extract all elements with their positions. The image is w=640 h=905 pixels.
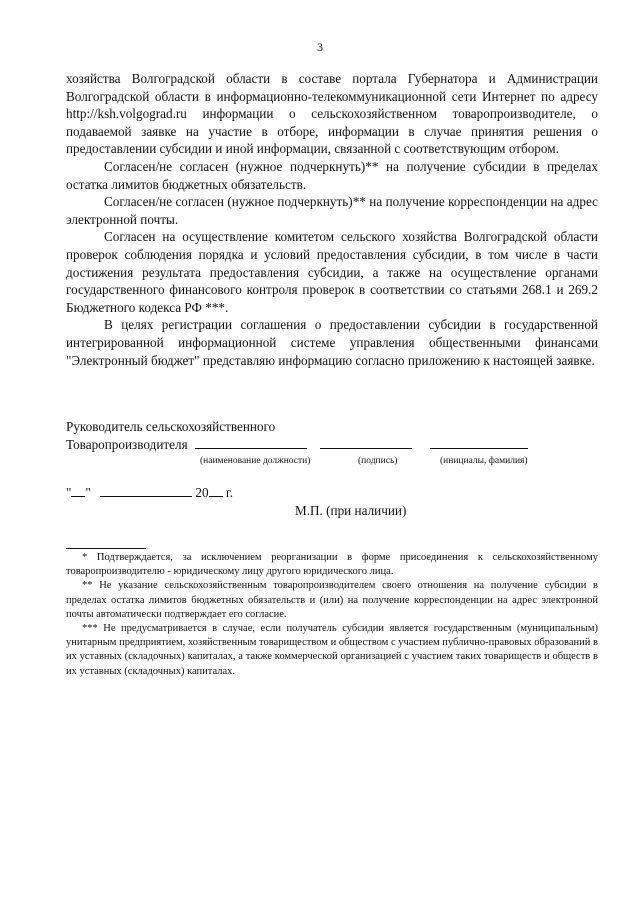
signature-blank-line [320,436,412,449]
footnotes [66,551,598,679]
footnote-3: *** Не предусматривается в случае, если получатель субсидии является государственным (муниципальным) унитарным предприятием, хозяйственным товариществом и обществом с участием публично-правовых образований в их уставных (складочных) капиталах, а также коммерческой организацией с участием таких товариществ и обществ в их уставных (складочных) капиталах. [66,623,598,677]
paragraph-registration: В целях регистрации соглашения о предоставлении субсидии в государственной интегрированной информационной системе управления общественными финансами "Электронный бюджет" представляю информацию согласно приложению к настоящей заявке. [66,317,598,368]
signature-title-line2-text: Товаропроизводителя [66,436,188,452]
caption-name: (инициалы, фамилия) [440,456,528,466]
date-quote-close: " [85,485,91,500]
caption-signature: (подпись) [358,456,398,466]
footnote-1: * Подтверждается, за исключением реорганизации в форме присоединения к сельскохозяйственному товаропроизводителю - юридическому лицу другого юридического лица. [66,552,598,578]
day-blank-line [71,484,85,497]
year-blank-line [209,484,223,497]
date-row [66,484,233,501]
signature-title-line2 [66,436,606,454]
year-prefix: 20 [195,485,209,500]
paragraph-consent-inspections: Согласен на осуществление комитетом сельского хозяйства Волгоградской области проверок соблюдения порядка и условий предоставления субсидии, в том числе в части достижения результата предоставления субсидии, а также на осуществление органами государственного финансового контроля проверок в соответствии со статьями 268.1 и 269.2 Бюджетного кодекса РФ ***. [66,229,598,315]
month-blank-line [100,484,192,497]
caption-position: (наименование должности) [200,456,311,466]
year-suffix: г. [225,485,234,500]
paragraph-consent-publication: хозяйства Волгоградской области в составе портала Губернатора и Администрации Волгоградской области в информационно-телекоммуникационной сети Интернет по адресу http://ksh.volgograd.ru информации о сельскохозяйственном товаропроизводителе, о подаваемой заявке на участие в отборе, информации в случае принятия решения о предоставлении субсидии и иной информации, связанной с соответствующим отбором. [66,71,598,157]
footnote-divider [66,548,146,549]
name-blank-line [430,436,528,449]
stamp-note: М.П. (при наличии) [295,503,407,518]
date-quote-open: " [66,485,72,500]
main-text [66,70,598,369]
signature-title-line1: Руководитель сельскохозяйственного [66,419,276,434]
position-blank-line [195,436,307,449]
signature-block [66,418,606,453]
paragraph-consent-limits: Согласен/не согласен (нужное подчеркнуть)** на получение субсидии в пределах остатка лимитов бюджетных обязательств. [66,158,598,192]
paragraph-consent-email: Согласен/не согласен (нужное подчеркнуть)** на получение корреспонденции на адрес электронной почты. [66,194,598,227]
footnote-2: ** Не указание сельскохозяйственным товаропроизводителем своего отношения на получение субсидии в пределах остатка лимитов бюджетных обязательств и (или) на получение корреспонденции на адрес электронной почты автоматически подтверждает его согласие. [66,580,598,620]
page-number: 3 [317,40,323,54]
